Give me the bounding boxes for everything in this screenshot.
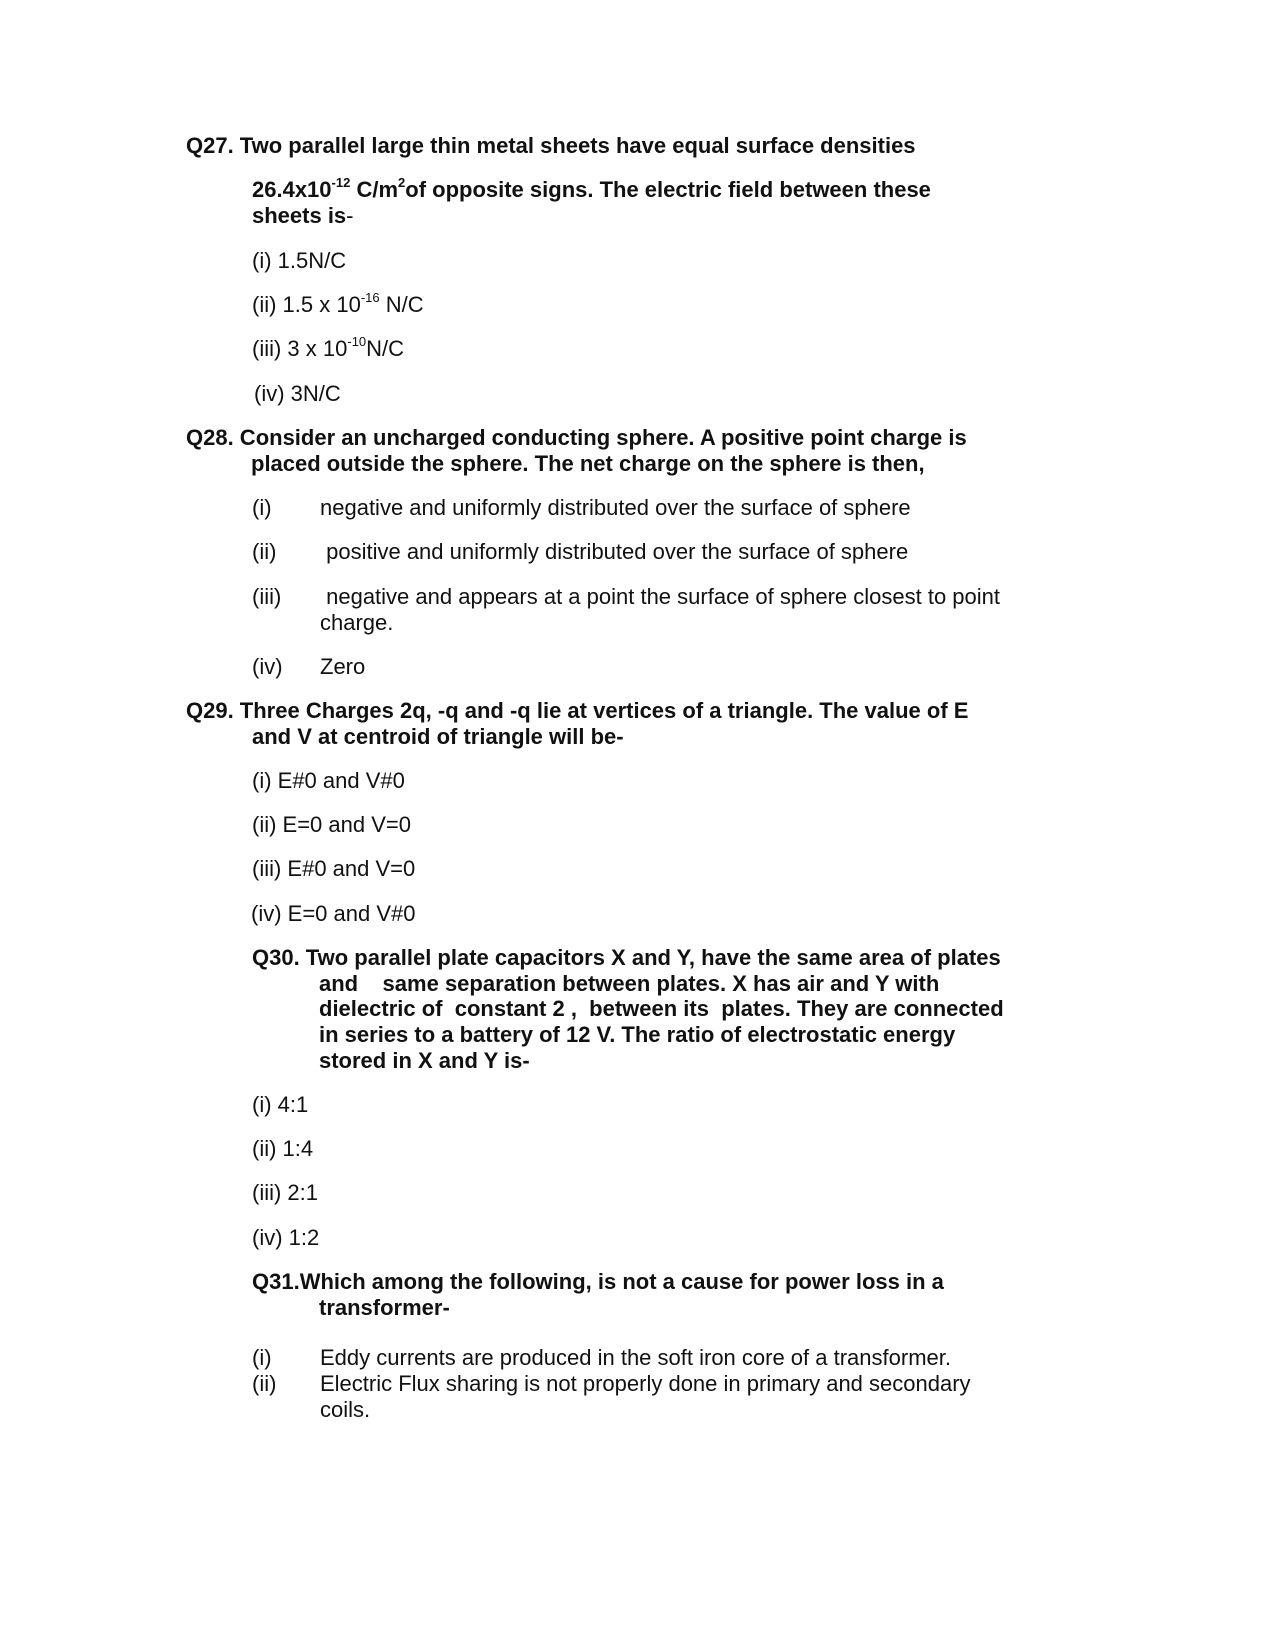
q27-option-2-unit: N/C bbox=[379, 292, 424, 317]
q30-stem-line4: in series to a battery of 12 V. The ratio of electrostatic energy bbox=[319, 1022, 956, 1047]
q27-option-2 bbox=[252, 289, 424, 318]
q27-option-1: (i) 1.5N/C bbox=[252, 248, 347, 273]
q31-option-1-num: (i) bbox=[252, 1345, 272, 1370]
q28-option-2-num: (ii) bbox=[252, 539, 277, 564]
q31-option-2-text: Electric Flux sharing is not properly done in primary and secondary bbox=[320, 1371, 971, 1396]
q29-option-3: (iii) E#0 and V=0 bbox=[252, 856, 416, 881]
q28-option-3-text-cont: charge. bbox=[320, 610, 394, 635]
q27-stem-dash: - bbox=[346, 203, 354, 228]
q27-option-4: (iv) 3N/C bbox=[254, 381, 341, 406]
q28-option-1-text: negative and uniformly distributed over the surface of sphere bbox=[320, 495, 911, 520]
q30-option-1: (i) 4:1 bbox=[252, 1092, 309, 1117]
q30-option-3: (iii) 2:1 bbox=[252, 1180, 319, 1205]
q29-option-1: (i) E#0 and V#0 bbox=[252, 768, 405, 793]
q27-stem-value: 26.4x10 bbox=[252, 177, 332, 202]
q30-stem-line3: dielectric of constant 2 , between its plates. They are connected bbox=[319, 996, 1004, 1021]
q27-stem-line2 bbox=[252, 174, 931, 203]
q28-stem-line2: placed outside the sphere. The net charge on the sphere is then, bbox=[251, 451, 925, 476]
q31-stem-line1: Q31.Which among the following, is not a cause for power loss in a bbox=[252, 1269, 944, 1294]
q28-option-4-text: Zero bbox=[320, 654, 366, 679]
q30-stem-line2: and same separation between plates. X has air and Y with bbox=[319, 971, 940, 996]
q28-stem-line1: Q28. Consider an uncharged conducting sphere. A positive point charge is bbox=[186, 425, 967, 450]
q29-option-2: (ii) E=0 and V=0 bbox=[252, 812, 411, 837]
q29-stem-line2: and V at centroid of triangle will be- bbox=[252, 724, 624, 749]
q28-option-2-text: positive and uniformly distributed over the surface of sphere bbox=[320, 539, 909, 564]
q31-option-2-text-cont: coils. bbox=[320, 1397, 371, 1422]
q31-option-1-text: Eddy currents are produced in the soft iron core of a transformer. bbox=[320, 1345, 951, 1370]
q27-option-2-base: (ii) 1.5 x 10 bbox=[252, 292, 361, 317]
q27-stem-exponent: -12 bbox=[331, 174, 351, 190]
q27-stem-line3 bbox=[252, 203, 354, 229]
q28-option-3-text: negative and appears at a point the surface of sphere closest to point bbox=[320, 584, 1001, 609]
q28-option-3-num: (iii) bbox=[252, 584, 282, 609]
q28-option-1-num: (i) bbox=[252, 495, 272, 520]
q31-option-2-num: (ii) bbox=[252, 1371, 277, 1396]
q30-stem-line5: stored in X and Y is- bbox=[319, 1048, 530, 1073]
q27-stem-unit-exponent: 2 bbox=[398, 174, 406, 190]
q30-stem-line1: Q30. Two parallel plate capacitors X and Y, have the same area of plates bbox=[252, 945, 1001, 970]
q27-stem-rest: of opposite signs. The electric field between these bbox=[405, 177, 931, 202]
q30-option-4: (iv) 1:2 bbox=[252, 1225, 320, 1250]
q27-stem-unit: C/m bbox=[350, 177, 399, 202]
q28-option-4-num: (iv) bbox=[252, 654, 283, 679]
q27-stem-line1: Q27. Two parallel large thin metal sheets have equal surface densities bbox=[186, 133, 916, 158]
q27-option-3-unit: N/C bbox=[366, 336, 405, 361]
q27-option-3 bbox=[252, 333, 405, 362]
q27-option-3-base: (iii) 3 x 10 bbox=[252, 336, 348, 361]
q27-option-3-exponent: -10 bbox=[347, 333, 367, 349]
q29-option-4: (iv) E=0 and V#0 bbox=[251, 901, 416, 926]
q30-option-2: (ii) 1:4 bbox=[252, 1136, 314, 1161]
q31-stem-line2: transformer- bbox=[319, 1295, 450, 1320]
q27-option-2-exponent: -16 bbox=[360, 289, 380, 305]
q29-stem-line1: Q29. Three Charges 2q, -q and -q lie at vertices of a triangle. The value of E bbox=[186, 698, 969, 723]
q27-stem-end: sheets is bbox=[252, 203, 347, 228]
